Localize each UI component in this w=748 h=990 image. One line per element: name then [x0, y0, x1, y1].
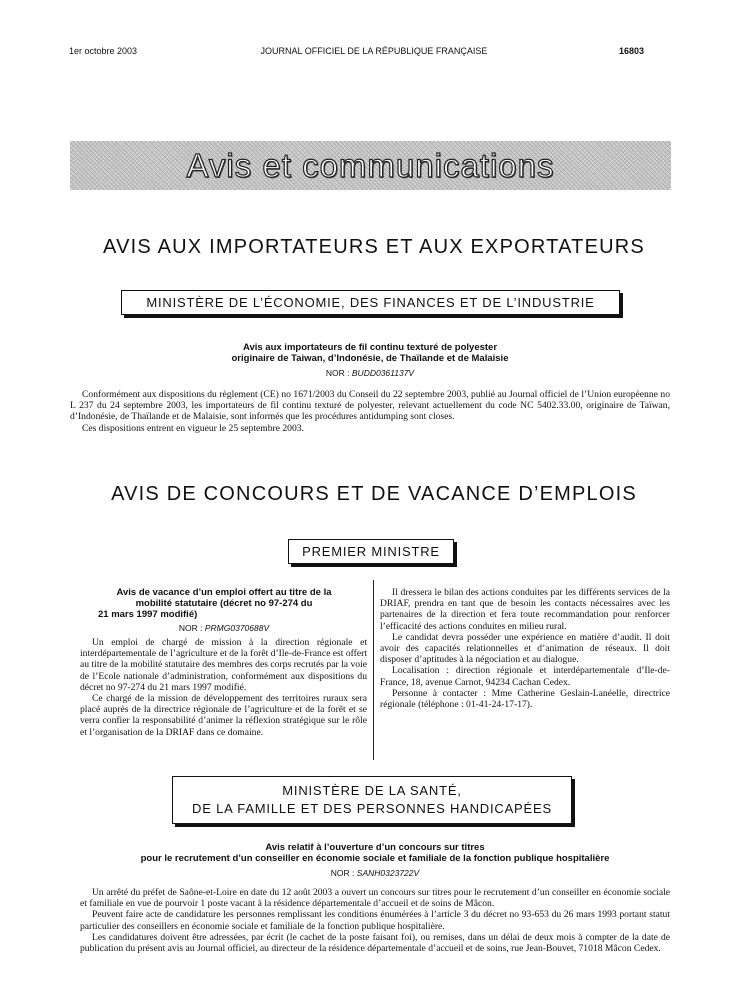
paragraph: Il dressera le bilan des actions conduites par les différents services de la DRIAF, prendra en tant que de besoin les contacts nécessaires avec les partenaires de la direction et fera toute recommandation pour renforcer l’efficacité des actions conduites en milieu rural.: [380, 587, 670, 632]
ministry-name: PREMIER MINISTRE: [302, 544, 440, 559]
paragraph: Les candidatures doivent être adressées, par écrit (le cachet de la poste faisant foi), ou remises, dans un délai de deux mois à compter de la date de publication du présent avis au Journal officiel, au directeur de la résidence départementale d’accueil et de soins, rue Jean-Bouvet, 71018 Mâcon Cedex.: [80, 931, 670, 955]
paragraph: Un arrêté du préfet de Saône-et-Loire en date du 12 août 2003 a ouvert un concours sur titres pour le recrutement d’un conseiller en économie sociale et familiale en vue de pourvoir 1 poste vacant à la résidence départementale d’accueil et de soins de Mâcon.: [80, 887, 670, 910]
paragraph: Personne à contacter : Mme Catherine Geslain-Lanéelle, directrice régionale (téléphone : 01-41-24-17-17).: [380, 687, 670, 711]
paragraph: Un emploi de chargé de mission à la direction régionale et interdépartementale de l’agriculture et de la forêt d’Ile-de-France est offert au titre de la mobilité statutaire des membres des corps recrutés par la voie de l’Ecole nationale d’administration, conformément aux dispositions du décret no 97-274 du 21 mars 1997 modifié.: [80, 637, 367, 693]
banner-title: Avis et communications: [186, 146, 555, 184]
nor-label: NOR :: [325, 368, 350, 378]
notice-title: 21 mars 1997 modifié): [98, 609, 198, 620]
nor-label: NOR :: [330, 868, 355, 878]
issue-date: 1er octobre 2003: [69, 46, 138, 56]
paragraph: Le candidat devra posséder une expérience en matière d’audit. Il doit avoir des capacités relationnelles et d’animation de réseaux. Il doit disposer d’aptitudes à la négociation et au dialogue.: [380, 631, 670, 666]
notice-importers: [150, 342, 590, 378]
nor-reference: [80, 623, 368, 633]
notice-vacancy-left-column: [80, 637, 367, 738]
notice-title: Avis aux importateurs de fil continu texturé de polyester: [242, 342, 498, 353]
section-banner: [70, 141, 671, 190]
nor-code: PRMG0370688V: [204, 623, 270, 633]
notice-title: pour le recrutement d’un conseiller en économie sociale et familiale de la fonction publique hospitalière: [140, 853, 610, 864]
notice-title: originaire de Taiwan, d’Indonésie, de Thaïlande et de Malaisie: [231, 353, 509, 364]
paragraph: Peuvent faire acte de candidature les personnes remplissant les conditions énumérées à l’article 3 du décret no 93-653 du 26 mars 1993 portant statut particulier des conseillers en économie sociale et familiale de la fonction publique hospitalière.: [80, 909, 670, 932]
nor-label: NOR :: [178, 623, 203, 633]
notice-title: Avis relatif à l’ouverture d’un concours sur titres: [265, 842, 485, 853]
section-title-vacancies: AVIS DE CONCOURS ET DE VACANCE D’EMPLOIS: [111, 483, 637, 505]
ministry-name: MINISTÈRE DE L’ÉCONOMIE, DES FINANCES ET DE L’INDUSTRIE: [146, 295, 595, 310]
paragraph: Conformément aux dispositions du règlement (CE) no 1671/2003 du Conseil du 22 septembre 2003, publié au Journal officiel de l’Union européenne no L 237 du 24 septembre 2003, les importateurs de fil continu texturé de polyester, relevant actuellement du code NC 5402.33.00, originaire de Taïwan, d’Indonésie, de Thaïlande et de Malaisie, sont informés que les procédures antidumping sont closes.: [70, 389, 670, 423]
notice-title: mobilité statutaire (décret no 97-274 du: [135, 598, 313, 609]
paragraph: Ces dispositions entrent en vigueur le 25 septembre 2003.: [82, 422, 304, 434]
notice-body-importers: [70, 389, 670, 434]
ministry-name-line1: MINISTÈRE DE LA SANTÉ,: [282, 783, 462, 798]
column-divider: [373, 580, 374, 760]
notice-competition-body: [80, 887, 670, 954]
nor-code: SANH0323722V: [356, 868, 420, 878]
paragraph: Ce chargé de la mission de développement des territoires ruraux sera placé auprès de la directrice régionale de l’agriculture et de la forêt et se verra confier la responsabilité d’animer la réflexion stratégique sur le rôle et l’organisation de la DRIAF dans ce domaine.: [80, 693, 367, 738]
nor-reference: [150, 368, 590, 378]
nor-reference: [80, 868, 670, 878]
page-number: 16803: [618, 46, 644, 56]
ministry-name-line2: DE LA FAMILLE ET DES PERSONNES HANDICAPÉES: [192, 801, 552, 816]
notice-competition-header: [80, 842, 670, 878]
ministry-box-health: [172, 776, 572, 824]
journal-title: JOURNAL OFFICIEL DE LA RÉPUBLIQUE FRANÇAISE: [260, 46, 488, 56]
notice-title: Avis de vacance d’un emploi offert au titre de la: [116, 587, 332, 598]
notice-vacancy-right-column: [380, 587, 670, 710]
ministry-box-economy: [121, 290, 620, 315]
paragraph: Localisation : direction régionale et interdépartementale d’Ile-de-France, 18, avenue Carnot, 94234 Cachan Cedex.: [380, 665, 670, 688]
ministry-box-prime-minister: [288, 539, 454, 564]
notice-vacancy-header: [80, 587, 368, 633]
section-title-importers: AVIS AUX IMPORTATEURS ET AUX EXPORTATEURS: [103, 236, 645, 258]
nor-code: BUDD0361137V: [351, 368, 415, 378]
